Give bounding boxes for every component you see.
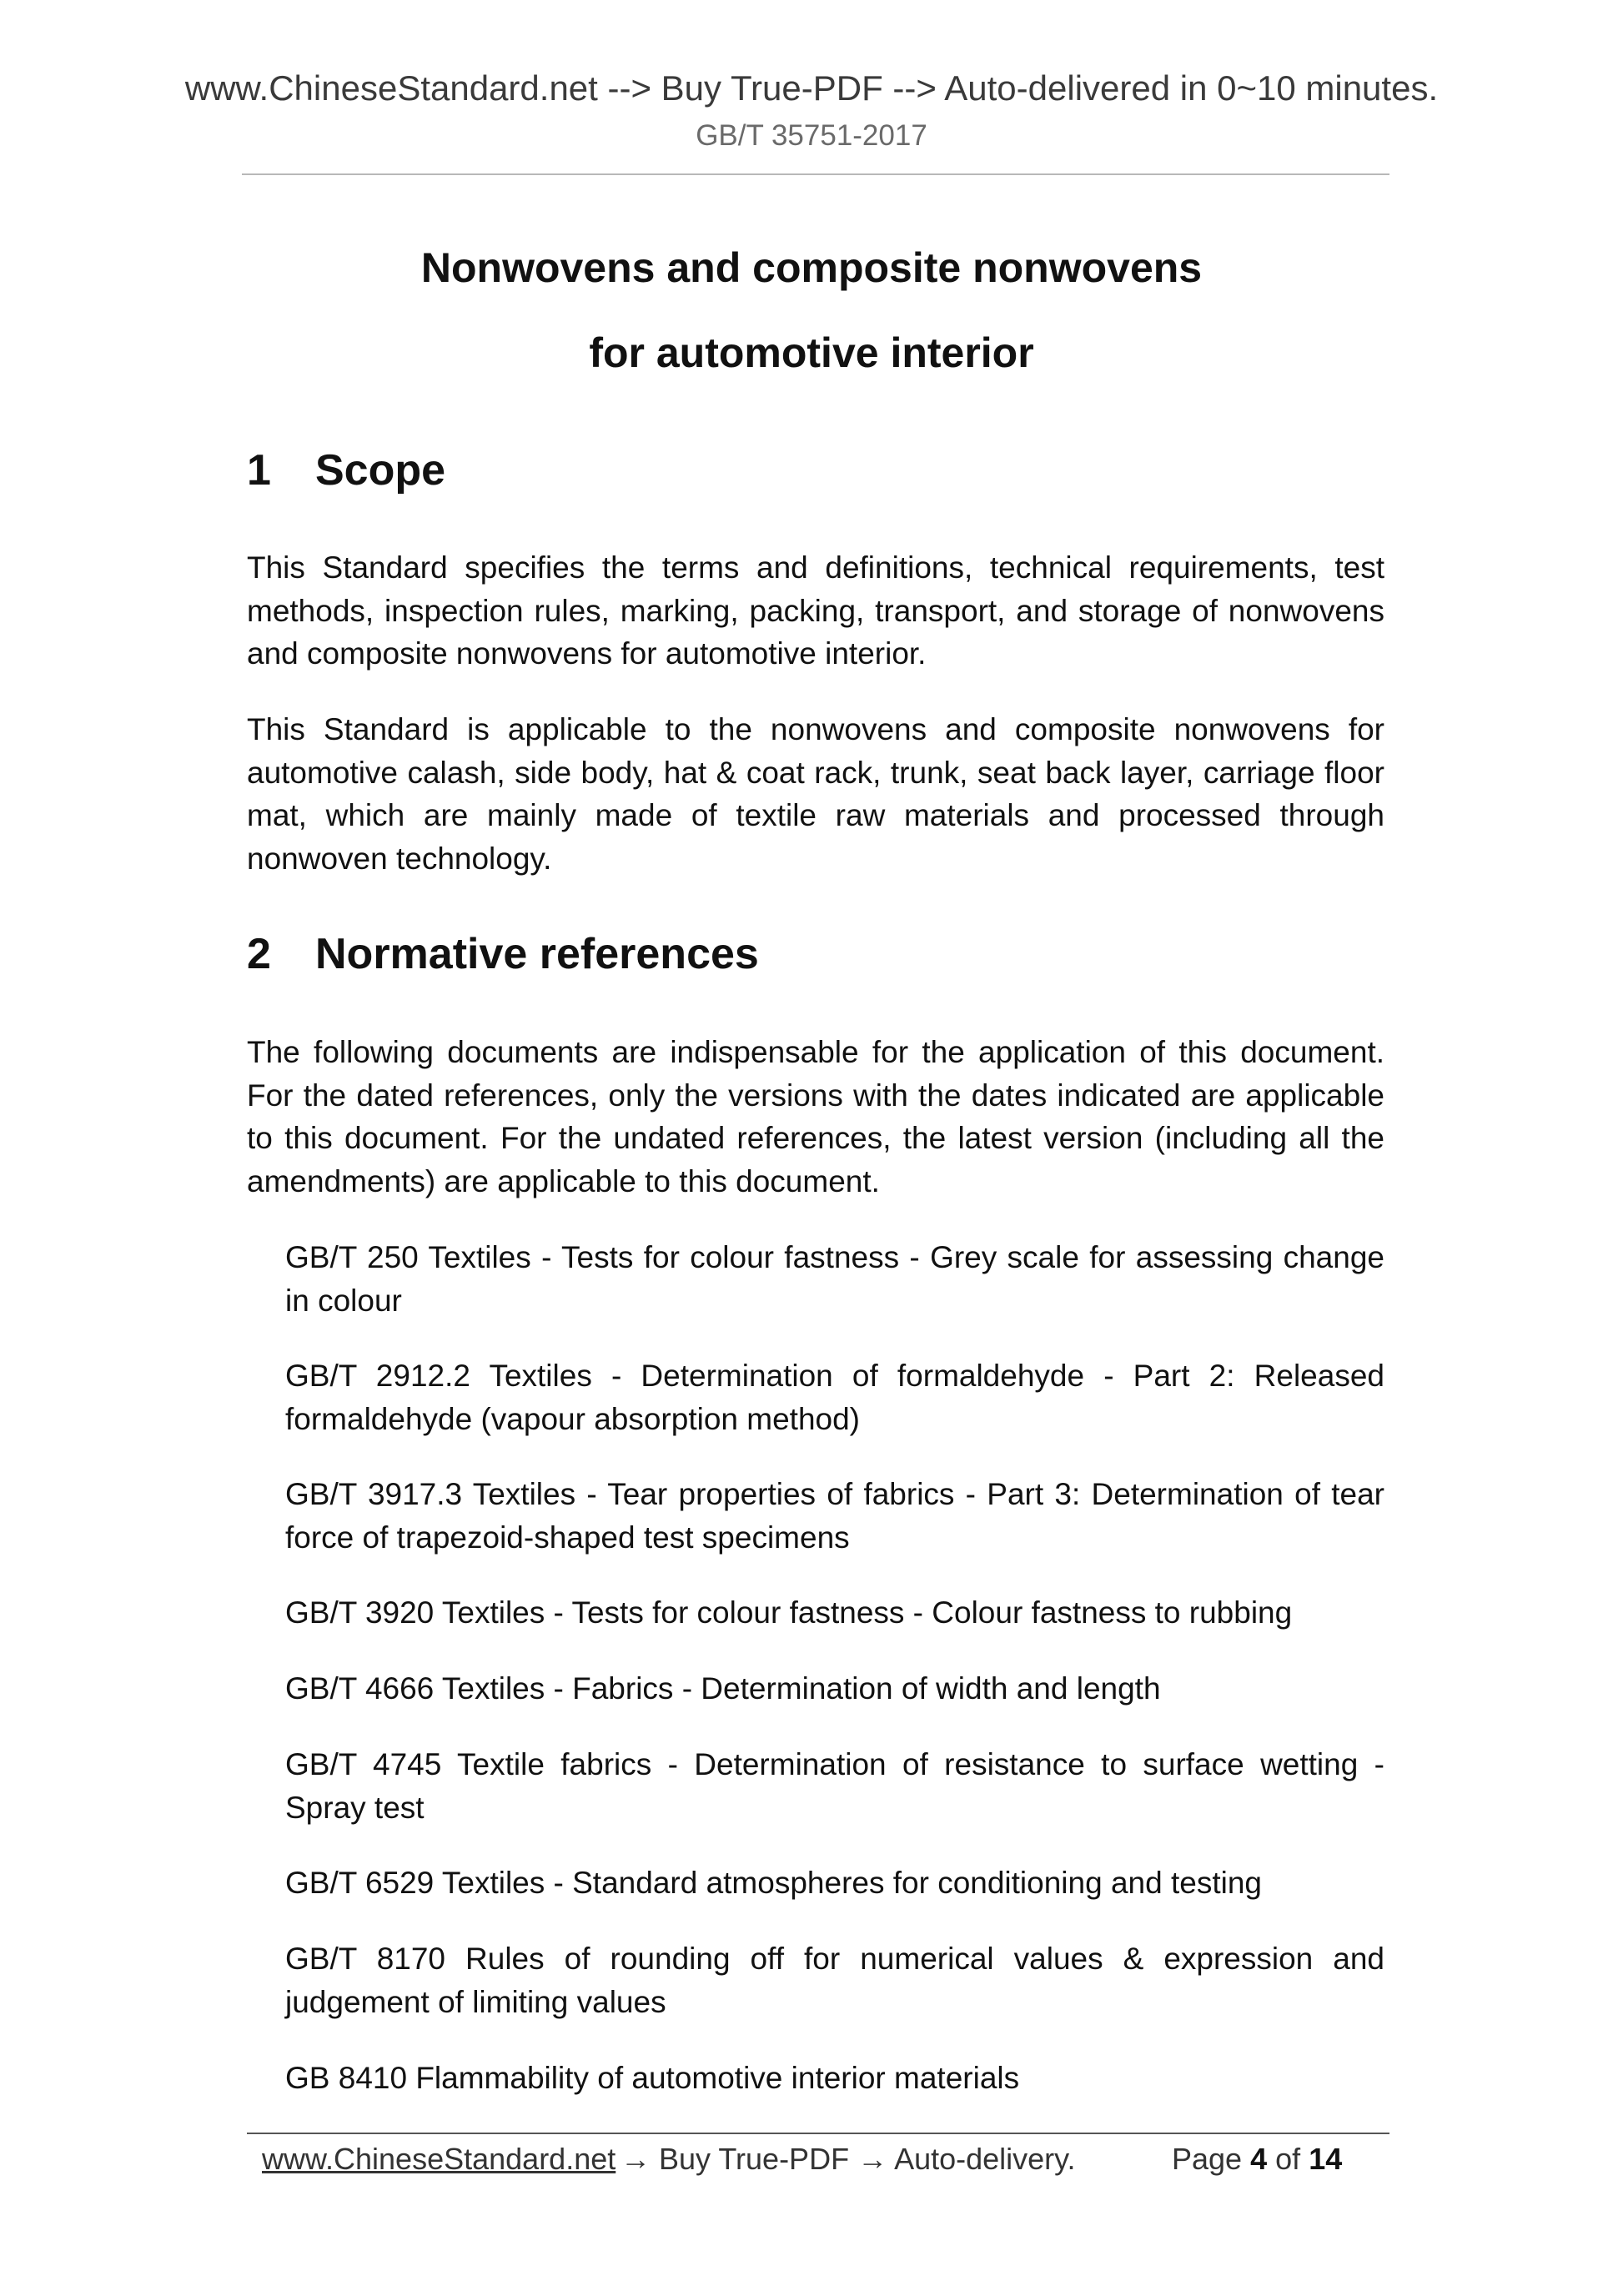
header-divider <box>242 173 1389 175</box>
page-of: of <box>1275 2142 1301 2176</box>
header-banner: www.ChineseStandard.net --> Buy True-PDF --> Auto-delivered in 0~10 minutes. <box>184 68 1439 108</box>
reference-item: GB 8410 Flammability of automotive interior materials <box>285 2061 1020 2095</box>
footer-site-link[interactable]: www.ChineseStandard.net <box>262 2142 616 2176</box>
scope-paragraph-1: This Standard specifies the terms and definitions, technical requirements, test methods, inspection rules, marking, packing, transport, and storage of nonwovens and composite nonwovens for automotive interior. <box>247 550 1384 671</box>
reference-item: GB/T 250 Textiles - Tests for colour fastness - Grey scale for assessing change in colour <box>285 1240 1384 1318</box>
section-heading-scope <box>247 444 445 497</box>
document-title-line-2: for automotive interior <box>589 329 1034 376</box>
section-number: 2 <box>247 930 271 978</box>
footer-tagline: → Buy True-PDF → Auto-delivery. <box>621 2142 1076 2176</box>
reference-item: GB/T 6529 Textiles - Standard atmospheres for conditioning and testing <box>285 1866 1262 1900</box>
section-title: Normative references <box>315 930 759 978</box>
references-intro-paragraph: The following documents are indispensable for the application of this document. For the dated references, only the versions with the dates indicated are applicable to this document. For the undated references, the latest version (including all the amendments) are applicable to this document. <box>247 1035 1384 1198</box>
reference-item: GB/T 2912.2 Textiles - Determination of formaldehyde - Part 2: Released formaldehyde (vapour absorption method) <box>285 1359 1384 1436</box>
reference-item: GB/T 3920 Textiles - Tests for colour fastness - Colour fastness to rubbing <box>285 1595 1293 1630</box>
standard-code: GB/T 35751-2017 <box>696 119 927 152</box>
reference-item: GB/T 4745 Textile fabrics - Determination of resistance to surface wetting - Spray test <box>285 1747 1384 1825</box>
page-indicator <box>1172 2136 1342 2183</box>
reference-item: GB/T 4666 Textiles - Fabrics - Determination of width and length <box>285 1671 1161 1706</box>
document-title-line-1: Nonwovens and composite nonwovens <box>420 244 1203 291</box>
footer-divider <box>247 2133 1389 2134</box>
section-heading-normative-references <box>247 927 759 981</box>
page-footer <box>0 2136 1623 2183</box>
section-title: Scope <box>315 446 446 495</box>
reference-item: GB/T 3917.3 Textiles - Tear properties of fabrics - Part 3: Determination of tear force of trapezoid-shaped test specimens <box>285 1477 1384 1555</box>
page-total: 14 <box>1309 2142 1343 2176</box>
section-number: 1 <box>247 446 271 495</box>
reference-item: GB/T 8170 Rules of rounding off for numerical values & expression and judgement of limiting values <box>285 1942 1384 2019</box>
page-label: Page <box>1172 2142 1243 2176</box>
page-current: 4 <box>1250 2142 1268 2176</box>
scope-paragraph-2: This Standard is applicable to the nonwovens and composite nonwovens for automotive calash, side body, hat & coat rack, trunk, seat back layer, carriage floor mat, which are mainly made of textile raw materials and processed through nonwoven technology. <box>247 712 1384 876</box>
